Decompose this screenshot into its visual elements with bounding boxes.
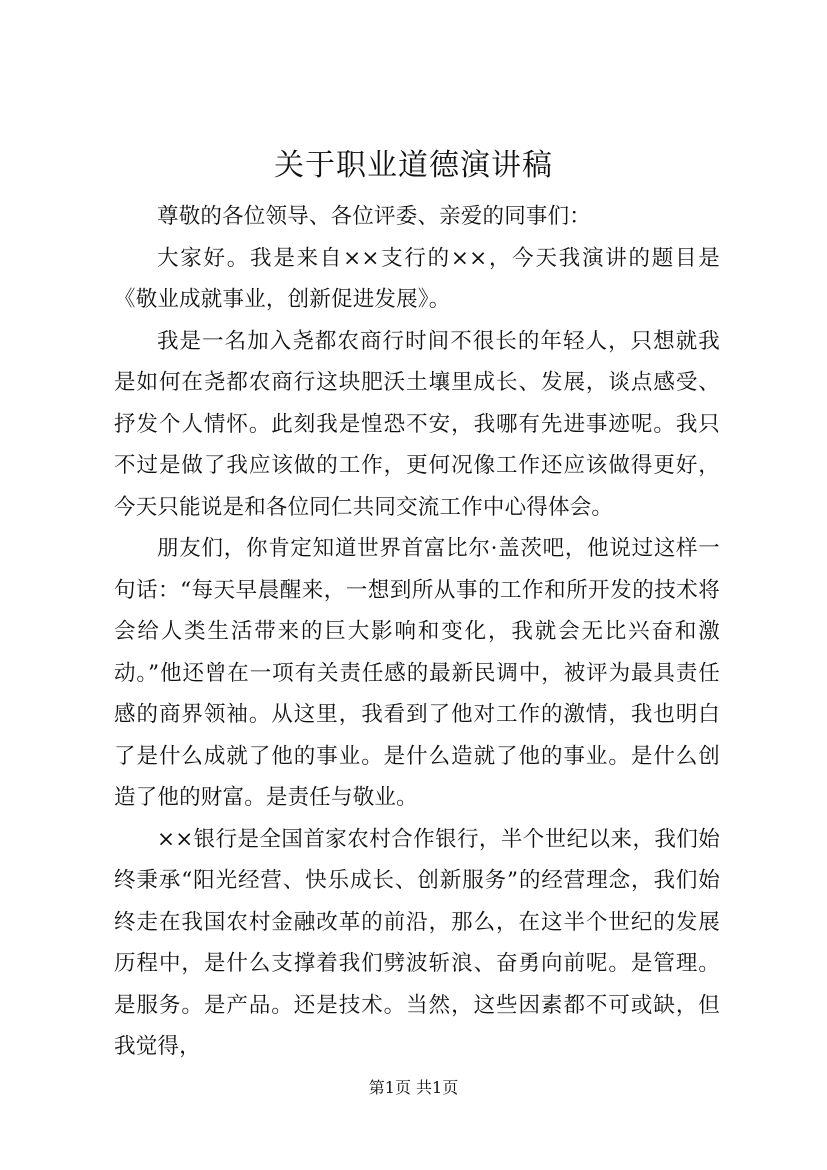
document-title: 关于职业道德演讲稿 [274, 148, 553, 183]
paragraph-salutation: 尊敬的各位领导、各位评委、亲爱的同事们： [157, 204, 592, 229]
document-body [114, 196, 720, 1068]
page-footer: 第1页 共1页 [368, 1078, 459, 1097]
paragraph-bill-gates: 朋友们，你肯定知道世界首富比尔·盖茨吧，他说过这样一句话：“每天早晨醒来，一想到所从事的工作和所开发的技术将会给人类生活带来的巨大影响和变化，我就会无比兴奋和激动。”他还曾在一项有关责任感的最新民调中，被评为最具责任感的商界领袖。从这里，我看到了他对工作的激情，我也明白了是什么成就了他的事业。是什么造就了他的事业。是什么创造了他的财富。是责任与敬业。 [114, 536, 720, 810]
paragraph-introduction: 我是一名加入尧都农商行时间不很长的年轻人，只想就我是如何在尧都农商行这块肥沃土壤里成长、发展，谈点感受、抒发个人情怀。此刻我是惶恐不安，我哪有先进事迹呢。我只不过是做了我应该做的工作，更何况像工作还应该做得更好，今天只能说是和各位同仁共同交流工作中心得体会。 [114, 328, 720, 520]
paragraph-greeting: 大家好。我是来自××支行的××，今天我演讲的题目是《敬业成就事业，创新促进发展》。 [114, 245, 720, 312]
paragraph-bank: ××银行是全国首家农村合作银行，半个世纪以来，我们始终秉承“阳光经营、快乐成长、创新服务”的经营理念，我们始终走在我国农村金融改革的前沿，那么，在这半个世纪的发展历程中，是什么支撑着我们劈波斩浪、奋勇向前呢。是管理。是服务。是产品。还是技术。当然，这些因素都不可或缺，但我觉得， [114, 826, 720, 1059]
